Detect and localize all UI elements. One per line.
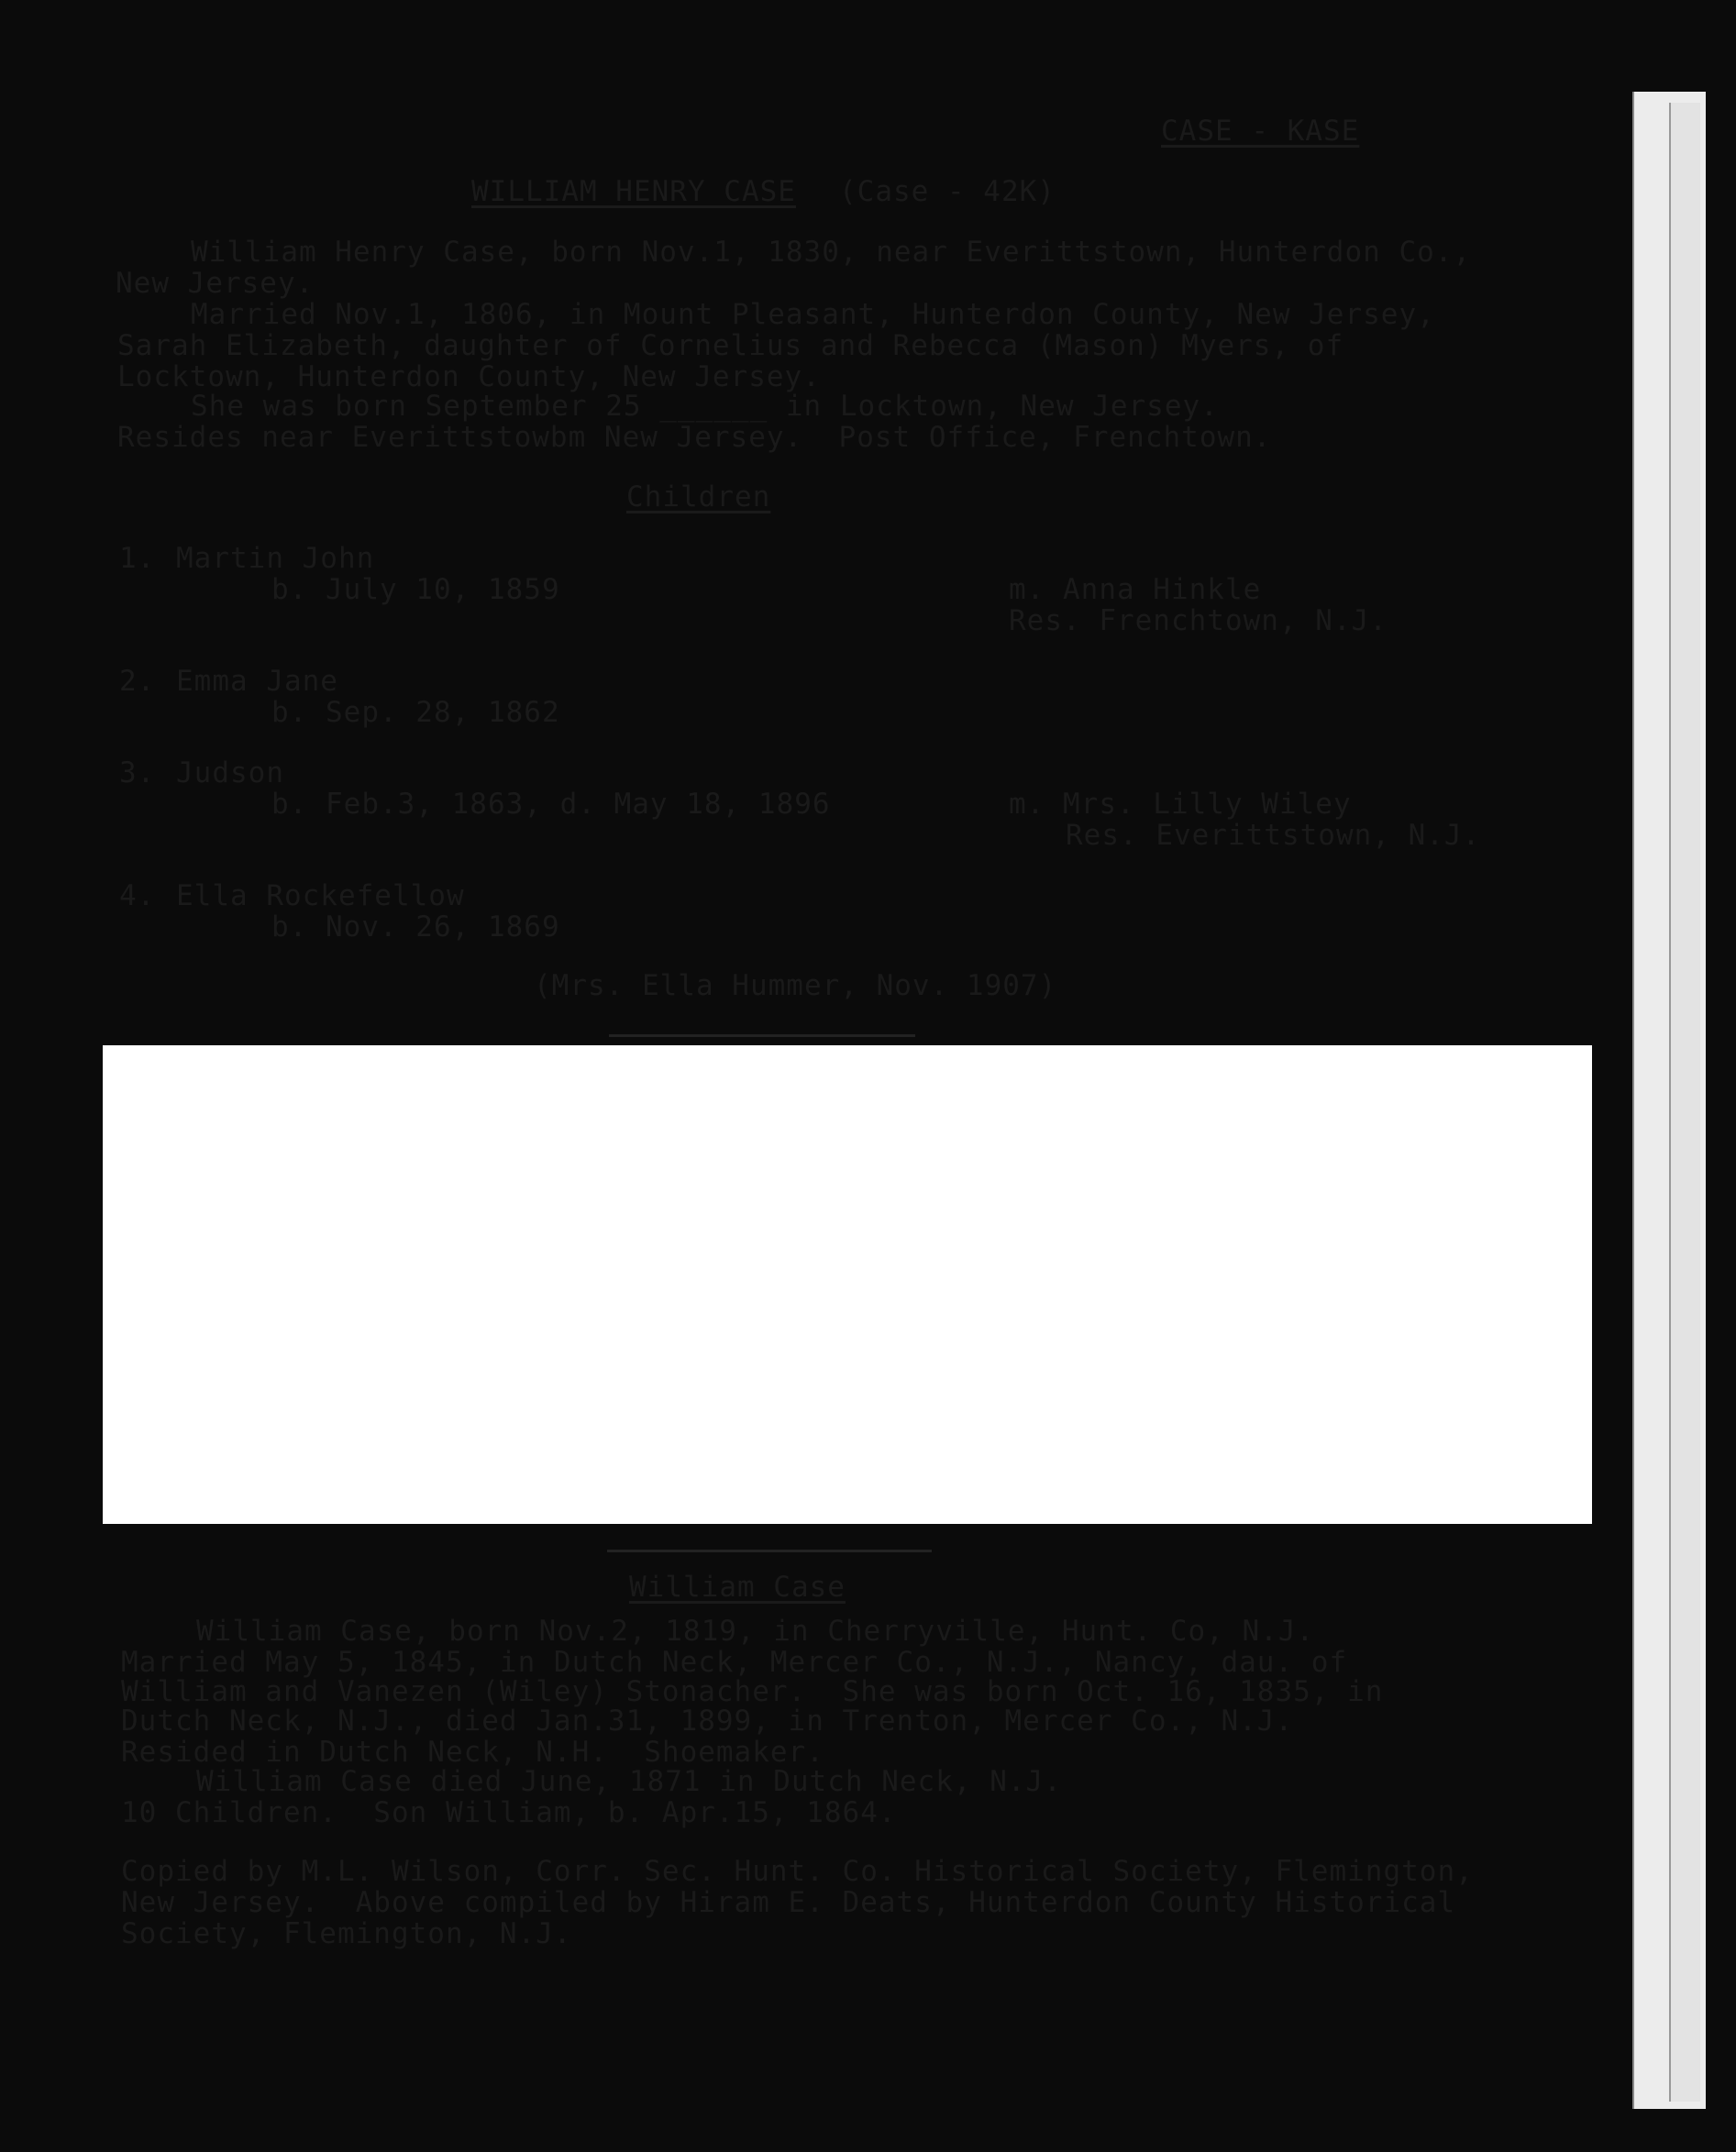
bio-line: Dutch Neck, N.J., died Jan.31, 1899, in Trenton, Mercer Co., N.J. xyxy=(121,1705,1294,1738)
bio-line: William Case died June, 1871 in Dutch Neck, N.J. xyxy=(196,1765,1062,1798)
child-number: 1. xyxy=(119,542,156,575)
bio-line: William Henry Case, born Nov.1, 1830, near Everittstown, Hunterdon Co., xyxy=(191,236,1472,269)
surname-heading: CASE - KASE xyxy=(1161,115,1360,148)
bio-line: Resided in Dutch Neck, N.H. Shoemaker. xyxy=(121,1736,824,1769)
section-divider xyxy=(607,1550,932,1552)
child-spouse: m. Anna Hinkle xyxy=(1009,573,1262,606)
footer-line: Copied by M.L. Wilson, Corr. Sec. Hunt. Co. Historical Society, Flemington, xyxy=(121,1855,1474,1888)
bio-line: 10 Children. Son William, b. Apr.15, 1864. xyxy=(121,1796,897,1829)
child-spouse: m. Mrs. Lilly Wiley xyxy=(1009,788,1352,821)
bio-line: Married Nov.1, 1806, in Mount Pleasant, Hunterdon County, New Jersey, xyxy=(191,298,1435,331)
child-name: Martin John xyxy=(176,542,375,575)
bio-line: Married May 5, 1845, in Dutch Neck, Mercer Co., N.J., Nancy, dau. of xyxy=(121,1646,1348,1679)
footer-line: New Jersey. Above compiled by Hiram E. Deats, Hunterdon County Historical xyxy=(121,1886,1456,1919)
child-residence: Res. Frenchtown, N.J. xyxy=(1009,604,1388,637)
children-heading: Children xyxy=(626,480,771,513)
child-birth: b. Sep. 28, 1862 xyxy=(271,696,560,729)
bio-line: Sarah Elizabeth, daughter of Cornelius and Rebecca (Mason) Myers, of xyxy=(117,329,1344,362)
child-name: Ella Rockefellow xyxy=(176,879,465,912)
bio-line: New Jersey. xyxy=(116,267,315,300)
child-birth: b. Nov. 26, 1869 xyxy=(271,910,560,944)
child-name: Judson xyxy=(176,756,284,789)
page-title: WILLIAM HENRY CASE xyxy=(471,175,796,208)
child-birth: b. July 10, 1859 xyxy=(271,573,560,606)
section-title: William Case xyxy=(629,1571,846,1604)
child-birth: b. Feb.3, 1863, d. May 18, 1896 xyxy=(271,788,831,821)
child-name: Emma Jane xyxy=(176,665,338,698)
child-number: 4. xyxy=(119,879,156,912)
bio-line: William and Vanezen (Wiley) Stonacher. She was born Oct. 16, 1835, in xyxy=(121,1675,1384,1708)
bio-line: William Case, born Nov.2, 1819, in Cherryville, Hunt. Co, N.J. xyxy=(196,1615,1315,1648)
child-residence: Res. Everittstown, N.J. xyxy=(1066,819,1481,852)
child-number: 2. xyxy=(119,665,156,698)
case-reference: (Case - 42K) xyxy=(839,175,1056,208)
underlying-sheet-2 xyxy=(1669,103,1700,2102)
footer-line: Society, Flemington, N.J. xyxy=(121,1917,572,1950)
bio-line: Locktown, Hunterdon County, New Jersey. xyxy=(117,360,821,393)
bio-line: She was born September 25 ______ in Locktown, New Jersey. xyxy=(191,390,1219,423)
redacted-area xyxy=(103,1045,1592,1524)
child-number: 3. xyxy=(119,756,156,789)
section-divider xyxy=(609,1034,915,1037)
bio-line: Resides near Everittstowbm New Jersey. Post Office, Frenchtown. xyxy=(117,421,1272,454)
source-note: (Mrs. Ella Hummer, Nov. 1907) xyxy=(534,969,1057,1002)
